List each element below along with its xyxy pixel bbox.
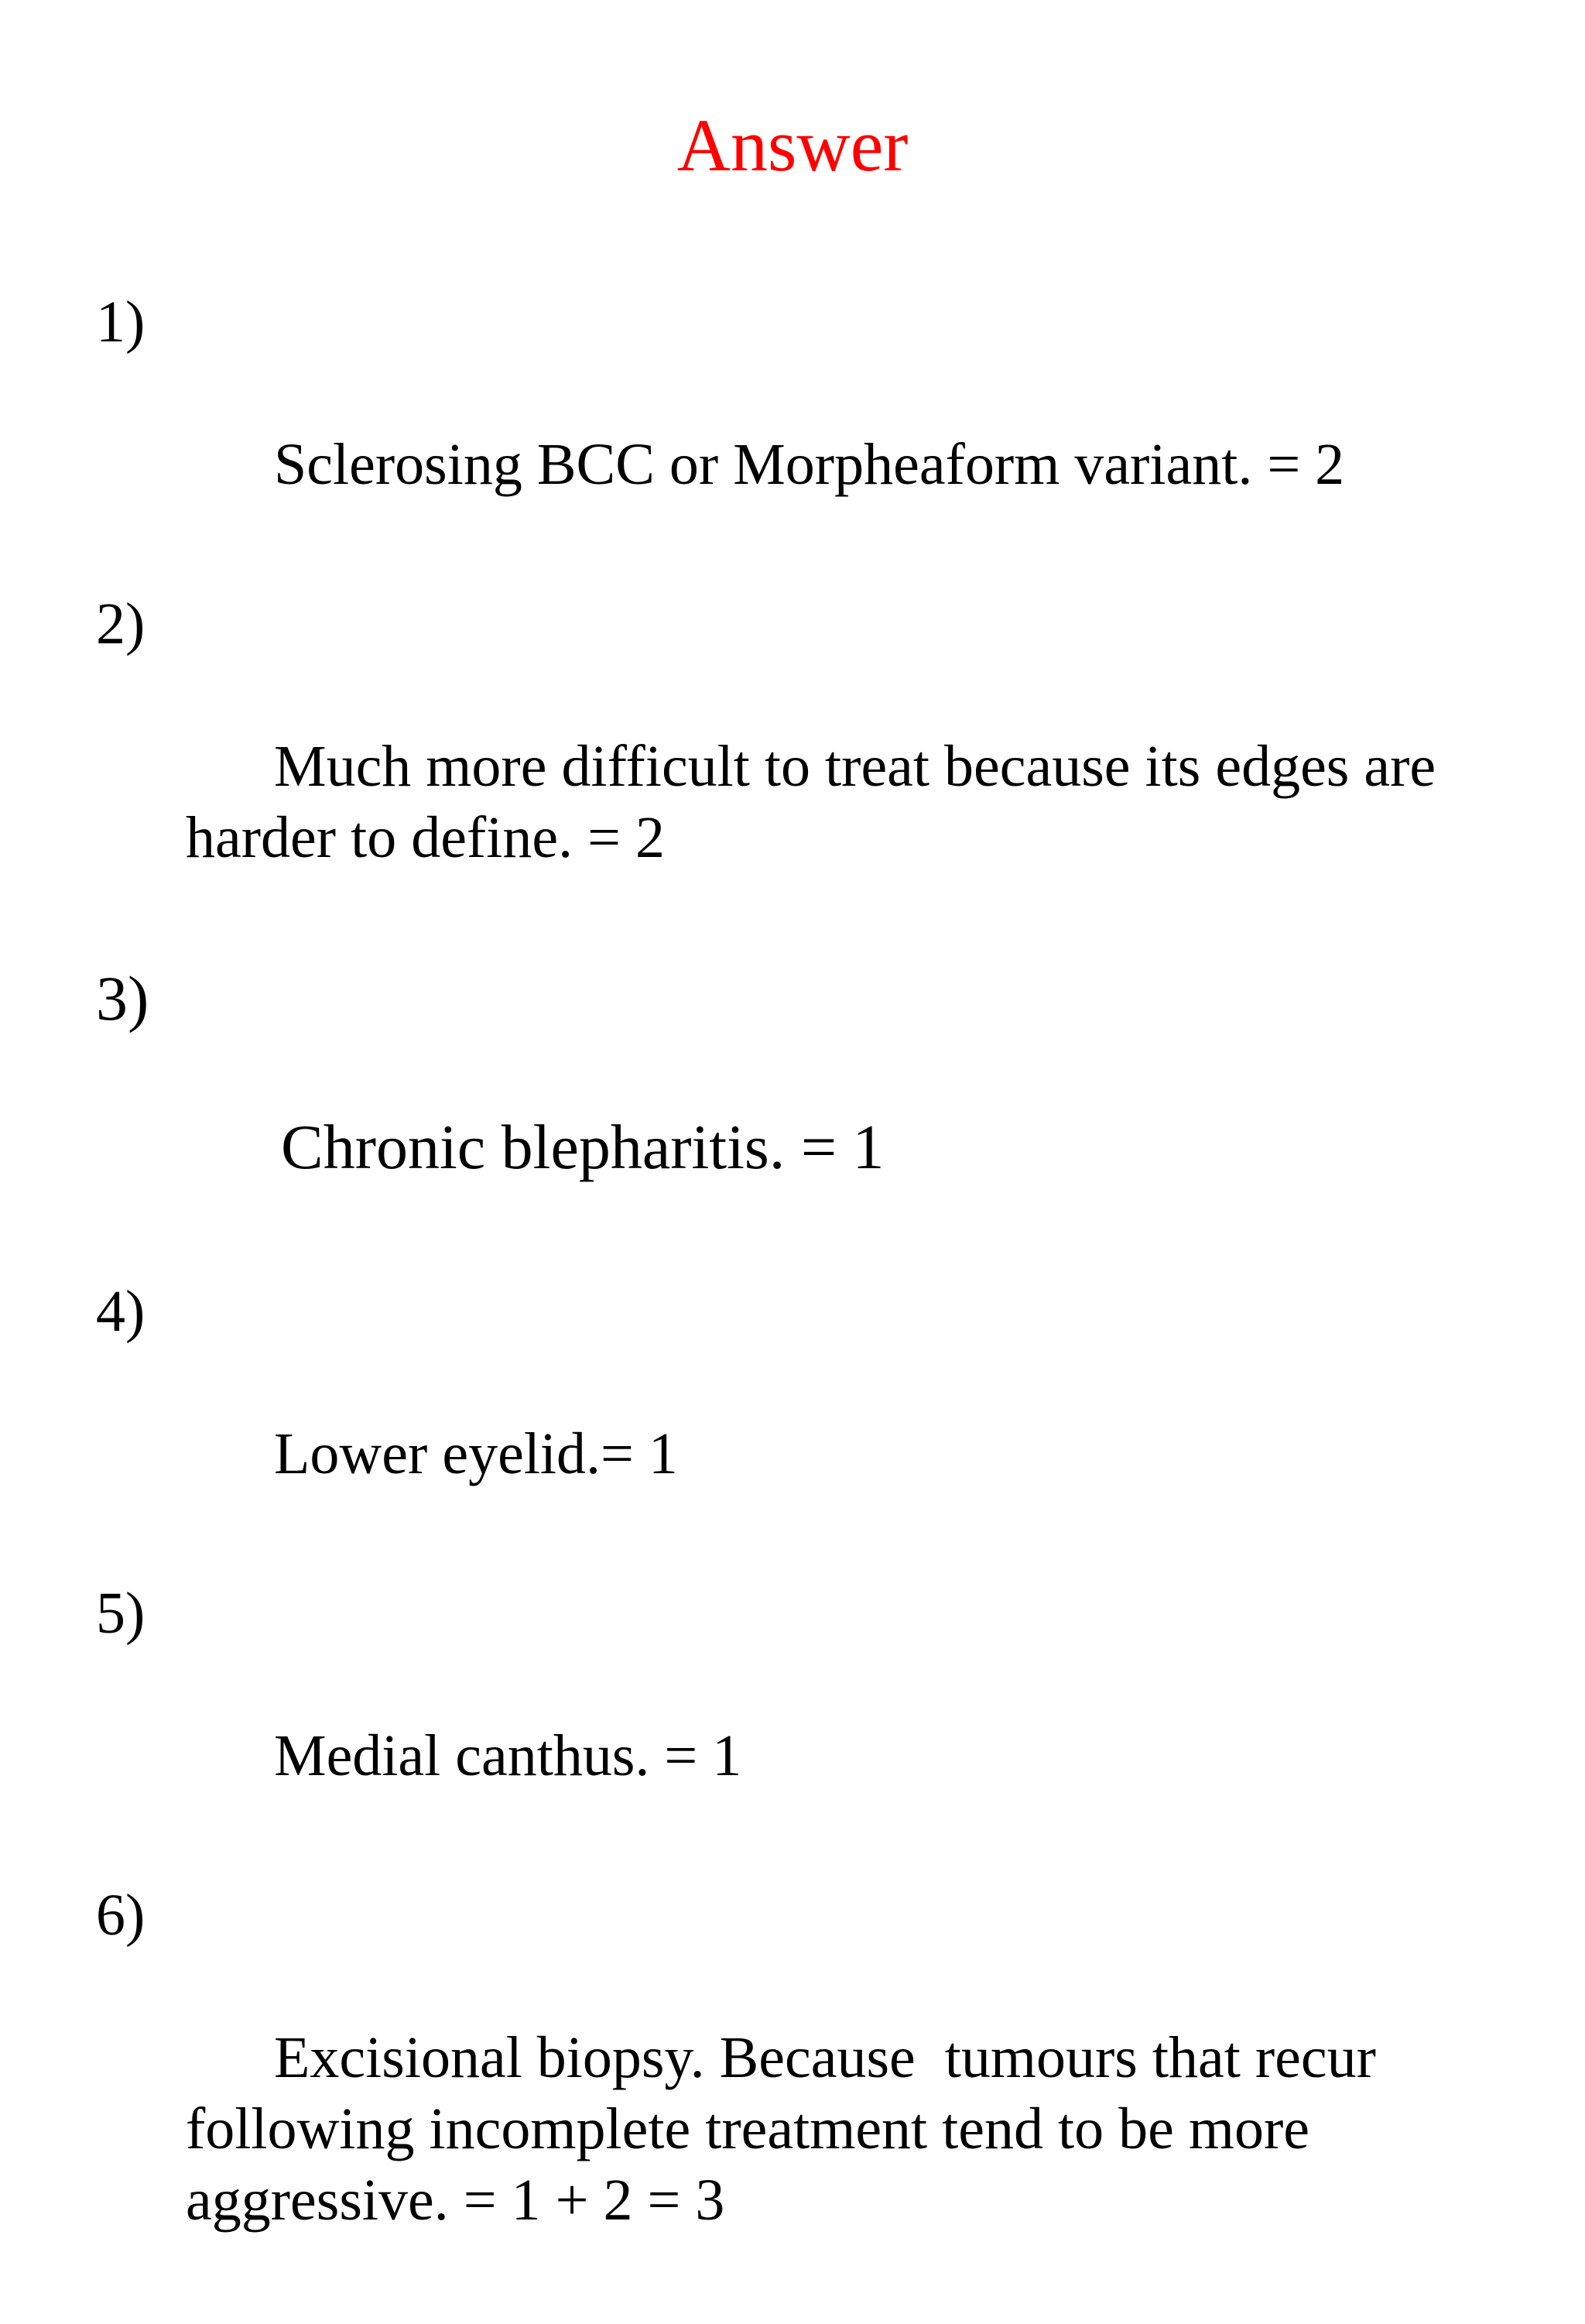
item-number: 6) [96, 1883, 145, 1948]
item-number: 2) [96, 591, 145, 656]
slide-title: Answer [676, 104, 909, 187]
item-text: Excisional biopsy. Because tumours that recur following incomplete treatment tend to be more aggressive. = 1 + 2 = 3 [186, 2025, 1391, 2233]
item-text: Medial canthus. = 1 [274, 1723, 742, 1788]
item-text: Lower eyelid.= 1 [274, 1421, 678, 1486]
item-number: 5) [96, 1581, 145, 1646]
answer-item-1 [96, 286, 1535, 571]
item-number: 1) [96, 290, 145, 355]
item-number: 4) [96, 1279, 145, 1344]
answer-item-6 [96, 1880, 1535, 2307]
answer-item-2 [96, 588, 1535, 944]
answer-list [96, 286, 1535, 2324]
answer-item-5 [96, 1578, 1535, 1863]
item-number: 3) [96, 963, 149, 1033]
item-text: Sclerosing BCC or Morpheaform variant. = 2 [274, 432, 1345, 497]
answer-item-4 [96, 1276, 1535, 1561]
item-text: Much more difficult to treat because its edges are harder to define. = 2 [186, 734, 1451, 870]
answer-item-3 [96, 961, 1535, 1259]
item-text: Chronic blepharitis. = 1 [281, 1112, 885, 1182]
